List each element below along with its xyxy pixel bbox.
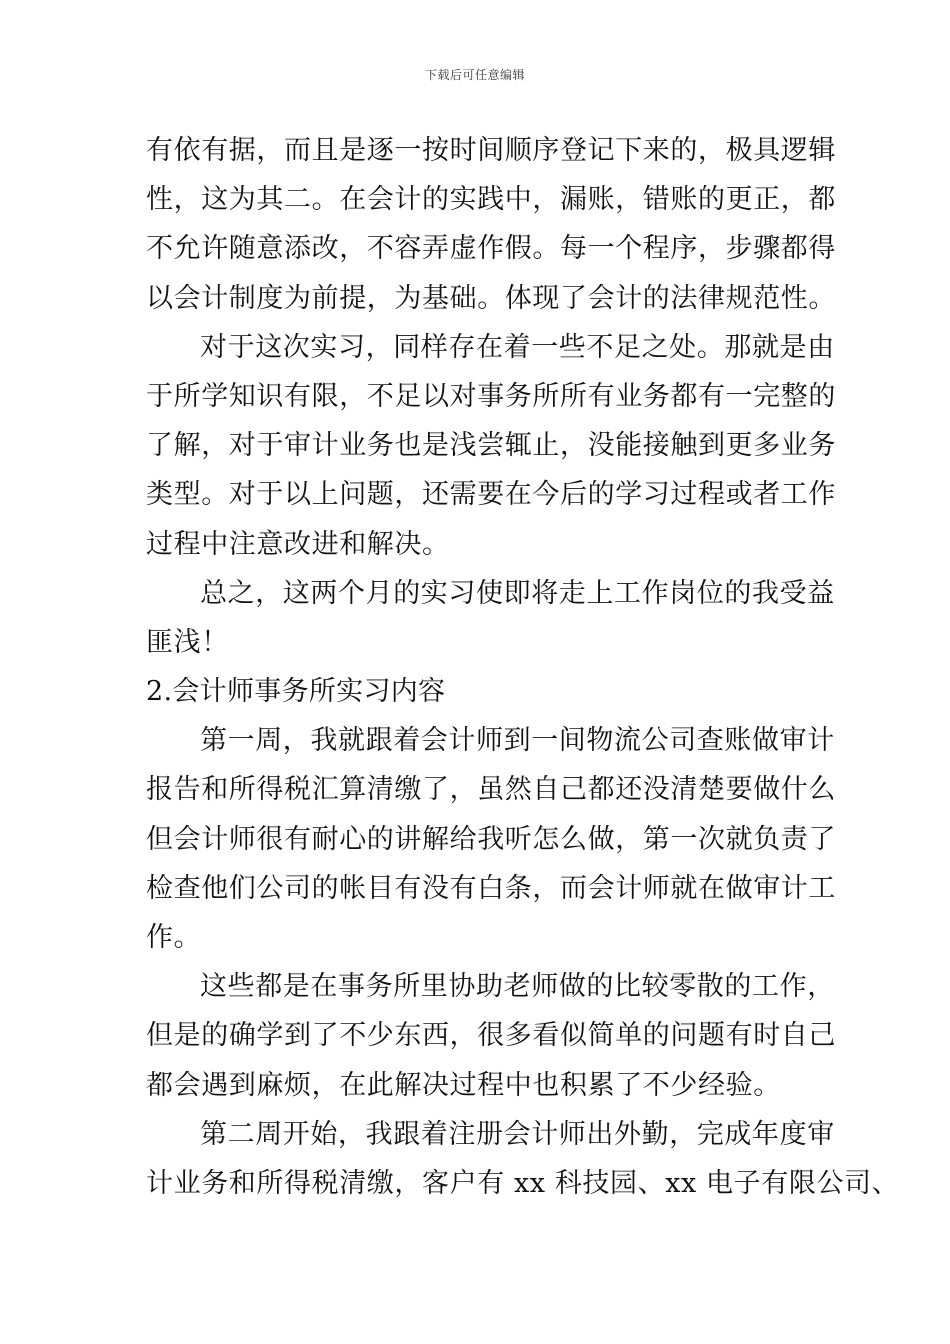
text-line: 于所学知识有限，不足以对事务所所有业务都有一完整的	[146, 380, 836, 412]
paragraph-start-line: 第二周开始，我跟着注册会计师出外勤，完成年度审	[200, 1118, 835, 1150]
paragraph-start-line: 第一周，我就跟着会计师到一间物流公司查账做审计	[200, 725, 835, 757]
section-heading: 2.会计师事务所实习内容	[146, 676, 446, 708]
body-text	[146, 126, 900, 1208]
paragraph-start-line: 这些都是在事务所里协助老师做的比较零散的工作，	[200, 971, 835, 1003]
text-line: 有依有据，而且是逐一按时间顺序登记下来的，极具逻辑	[146, 135, 836, 166]
text-line: 了解，对于审计业务也是浅尝辄止，没能接触到更多业务	[146, 430, 836, 462]
text-line: 过程中注意改进和解决。	[146, 528, 450, 560]
text-line: 作。	[146, 922, 202, 953]
paragraph-start-line: 总之，这两个月的实习使即将走上工作岗位的我受益	[200, 577, 835, 609]
paragraph-start-line: 对于这次实习，同样存在着一些不足之处。那就是由	[200, 331, 835, 363]
text-line: 报告和所得税汇算清缴了，虽然自己都还没清楚要做什么	[146, 774, 836, 806]
text-line: 都会遇到麻烦，在此解决过程中也积累了不少经验。	[146, 1069, 781, 1101]
text-line: 计业务和所得税清缴，客户有 xx 科技园、xx 电子有限公司、	[146, 1167, 900, 1199]
text-line: 不允许随意添改，不容弄虚作假。每一个程序，步骤都得	[146, 233, 836, 265]
text-line: 但会计师很有耐心的讲解给我听怎么做，第一次就负责了	[146, 823, 836, 855]
text-line: 匪浅！	[146, 626, 229, 658]
text-line: 但是的确学到了不少东西，很多看似简单的问题有时自己	[146, 1020, 836, 1052]
page-header: 下载后可任意编辑	[424, 68, 525, 82]
text-line: 类型。对于以上问题，还需要在今后的学习过程或者工作	[146, 479, 836, 511]
text-line: 检查他们公司的帐目有没有白条，而会计师就在做审计工	[146, 872, 836, 904]
text-line: 以会计制度为前提，为基础。体现了会计的法律规范性。	[146, 282, 836, 314]
text-line: 性，这为其二。在会计的实践中，漏账，错账的更正，都	[146, 184, 836, 216]
